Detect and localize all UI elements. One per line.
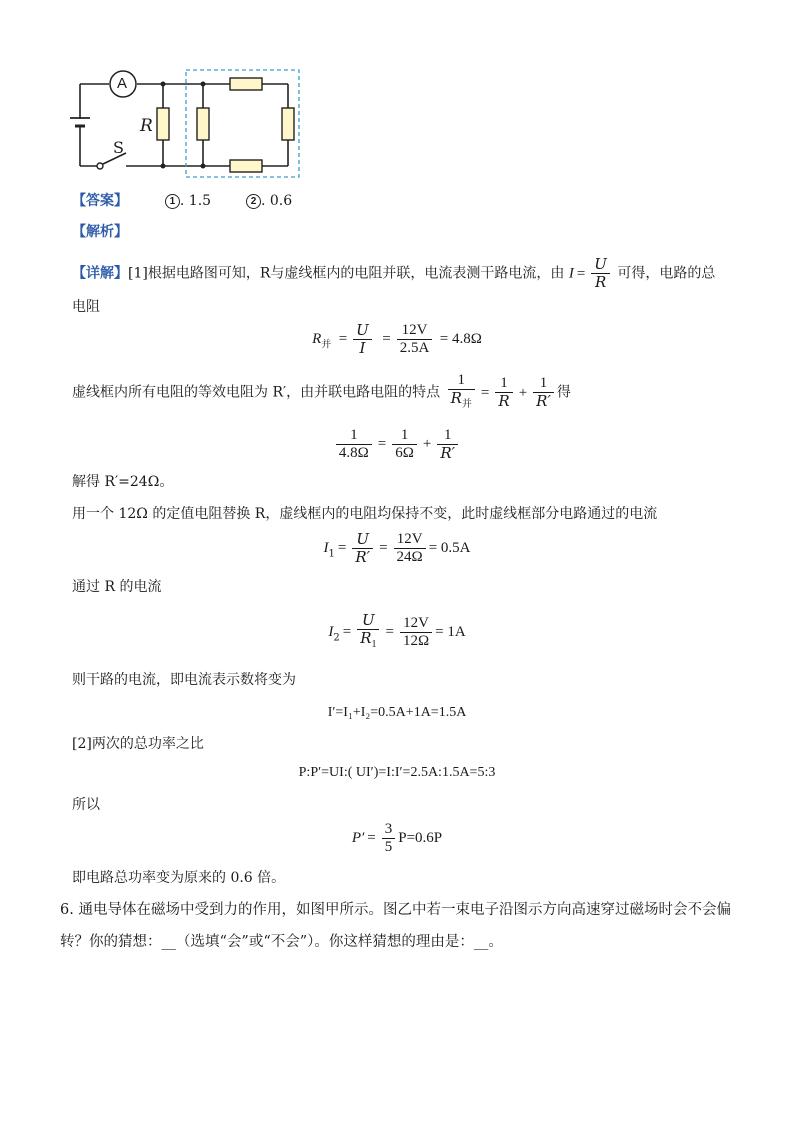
detail-line-7: 则干路的电流，即电流表示数将变为 — [72, 672, 296, 688]
detail-tag: 【详解】 — [72, 265, 128, 282]
equation-2: $\frac{1}{4.8\Omega}$ = $\frac{1}{6\Omega}$ + $\frac{1}{R'}$ — [0, 427, 794, 462]
equation-7: P′ = $\frac{3}{5}$ P=0.6P — [351, 821, 443, 855]
resistor-r — [157, 108, 169, 140]
analysis-tag: 【解析】 — [72, 224, 128, 240]
answer-line — [72, 191, 292, 211]
circuit-diagram — [60, 62, 310, 182]
detail-line-10: 即电路总功率变为原来的 0.6 倍。 — [72, 870, 286, 886]
question-6-line-2: 转？你的猜想：__（选填“会”或“不会”）。你这样猜想的理由是：__。 — [60, 934, 503, 950]
answer-number-2: 2 — [246, 194, 261, 209]
resistor-label: R — [140, 116, 153, 136]
detail-line-4: 解得 R′=24Ω。 — [72, 474, 174, 490]
equation-4: $I_2$ = $\frac{U}{R_1}$ = $\frac{12V}{12\Omega}$ = 1A — [328, 611, 466, 650]
equation-1: $R_并$ = $\frac{U}{I}$ = $\frac{12V}{2.5A}$ = 4.8Ω — [312, 321, 482, 357]
answer-number-1: 1 — [165, 194, 180, 209]
detail-line-5: 用一个 12Ω 的定值电阻替换 R，虚线框内的电阻均保持不变，此时虚线框部分电路通过的电流 — [72, 506, 658, 522]
equation-3: $I_1$ = $\frac{U}{R'}$ = $\frac{12V}{24\Omega}$ = 0.5A — [323, 530, 471, 566]
detail-line-3: 虚线框内所有电阻的等效电阻为 R′，由并联电路电阻的特点 $\frac{1}{R_并}$ = $\frac{1}{R}$ + $\frac{1}{R'}$ 得 — [72, 372, 571, 410]
detail-line-9: 所以 — [72, 797, 100, 813]
detail-line-2: 电阻 — [72, 299, 100, 315]
answer-tag: 【答案】 — [72, 193, 128, 209]
detail-line-8: [2]两次的总功率之比 — [72, 736, 204, 752]
detail-line-6: 通过 R 的电流 — [72, 579, 162, 595]
ammeter-label: A — [117, 75, 128, 92]
answer-value-1: . 1.5 — [179, 193, 212, 209]
switch-label: S — [113, 138, 124, 157]
detail-text-1b: 可得，电路的总 — [617, 265, 716, 282]
answer-value-2: . 0.6 — [260, 193, 293, 209]
equation-6: P:P′=UI:( UI′)=I:I′=2.5A:1.5A=5:3 — [298, 765, 496, 780]
question-6-line-1: 6. 通电导体在磁场中受到力的作用，如图甲所示。图乙中若一束电子沿图示方向高速穿过磁场时会不会偏 — [60, 902, 731, 918]
detail-text-1a: [1]根据电路图可知，R与虚线框内的电阻并联，电流表测干路电流，由 — [128, 265, 565, 282]
equation-5: I′=I₁+I₂=0.5A+1A=1.5A — [327, 705, 467, 720]
detail-line-1: 【详解】[1]根据电路图可知，R与虚线框内的电阻并联，电流表测干路电流，由 I = $\frac{U}{R}$ 可得，电路的总 — [72, 255, 716, 291]
